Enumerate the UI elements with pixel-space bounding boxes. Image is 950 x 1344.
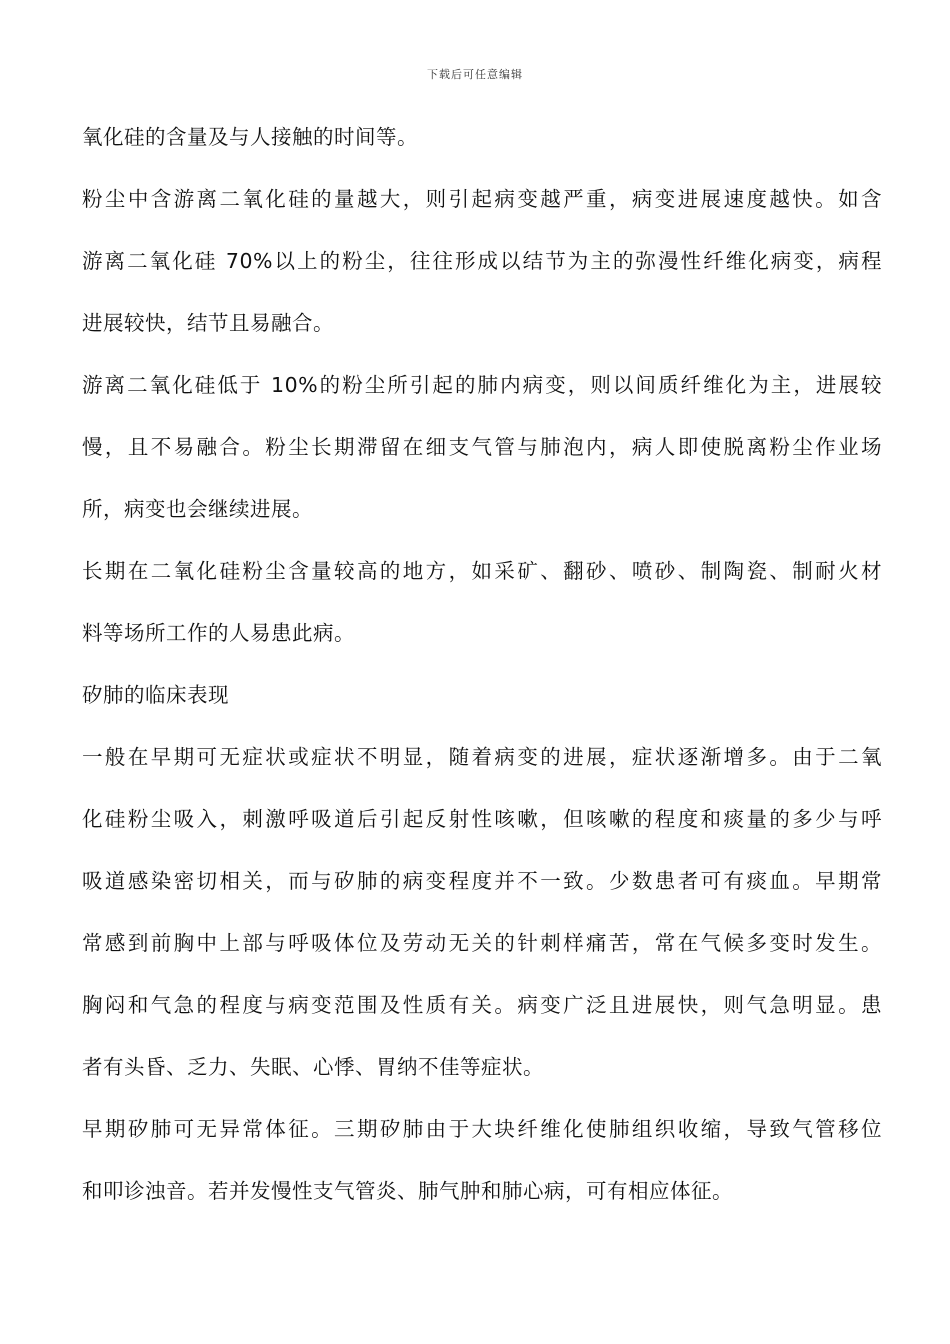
document-body xyxy=(82,118,882,1234)
text-line: 进展较快，结节且易融合。 xyxy=(82,311,334,335)
text-line: 早期矽肺可无异常体征。三期矽肺由于大块纤维化使肺组织收缩，导致气管移位 xyxy=(82,1117,882,1141)
text-line: 所，病变也会继续进展。 xyxy=(82,497,313,521)
text-line: 慢，且不易融合。粉尘长期滞留在细支气管与肺泡内，病人即使脱离粉尘作业场 xyxy=(82,435,882,459)
text-line: 一般在早期可无症状或症状不明显，随着病变的进展，症状逐渐增多。由于二氧 xyxy=(82,745,882,769)
text-line: 游离二氧化硅 70%以上的粉尘，往往形成以结节为主的弥漫性纤维化病变，病程 xyxy=(82,249,882,273)
text-line: 长期在二氧化硅粉尘含量较高的地方，如采矿、翻砂、喷砂、制陶瓷、制耐火材 xyxy=(82,559,882,583)
text-line: 氧化硅的含量及与人接触的时间等。 xyxy=(82,125,418,149)
text-line: 粉尘中含游离二氧化硅的量越大，则引起病变越严重，病变进展速度越快。如含 xyxy=(82,187,882,211)
text-line: 常感到前胸中上部与呼吸体位及劳动无关的针刺样痛苦，常在气候多变时发生。 xyxy=(82,931,882,955)
text-line: 吸道感染密切相关，而与矽肺的病变程度并不一致。少数患者可有痰血。早期常 xyxy=(82,869,882,893)
text-line: 者有头昏、乏力、失眠、心悸、胃纳不佳等症状。 xyxy=(82,1055,544,1079)
text-line: 胸闷和气急的程度与病变范围及性质有关。病变广泛且进展快，则气急明显。患 xyxy=(82,993,882,1017)
section-heading: 矽肺的临床表现 xyxy=(82,683,229,707)
text-line: 游离二氧化硅低于 10%的粉尘所引起的肺内病变，则以间质纤维化为主，进展较 xyxy=(82,373,882,397)
text-line: 化硅粉尘吸入，刺激呼吸道后引起反射性咳嗽，但咳嗽的程度和痰量的多少与呼 xyxy=(82,807,882,831)
text-line: 和叩诊浊音。若并发慢性支气管炎、肺气肿和肺心病，可有相应体征。 xyxy=(82,1179,733,1203)
page-header: 下载后可任意编辑 xyxy=(427,68,523,81)
text-line: 料等场所工作的人易患此病。 xyxy=(82,621,355,645)
